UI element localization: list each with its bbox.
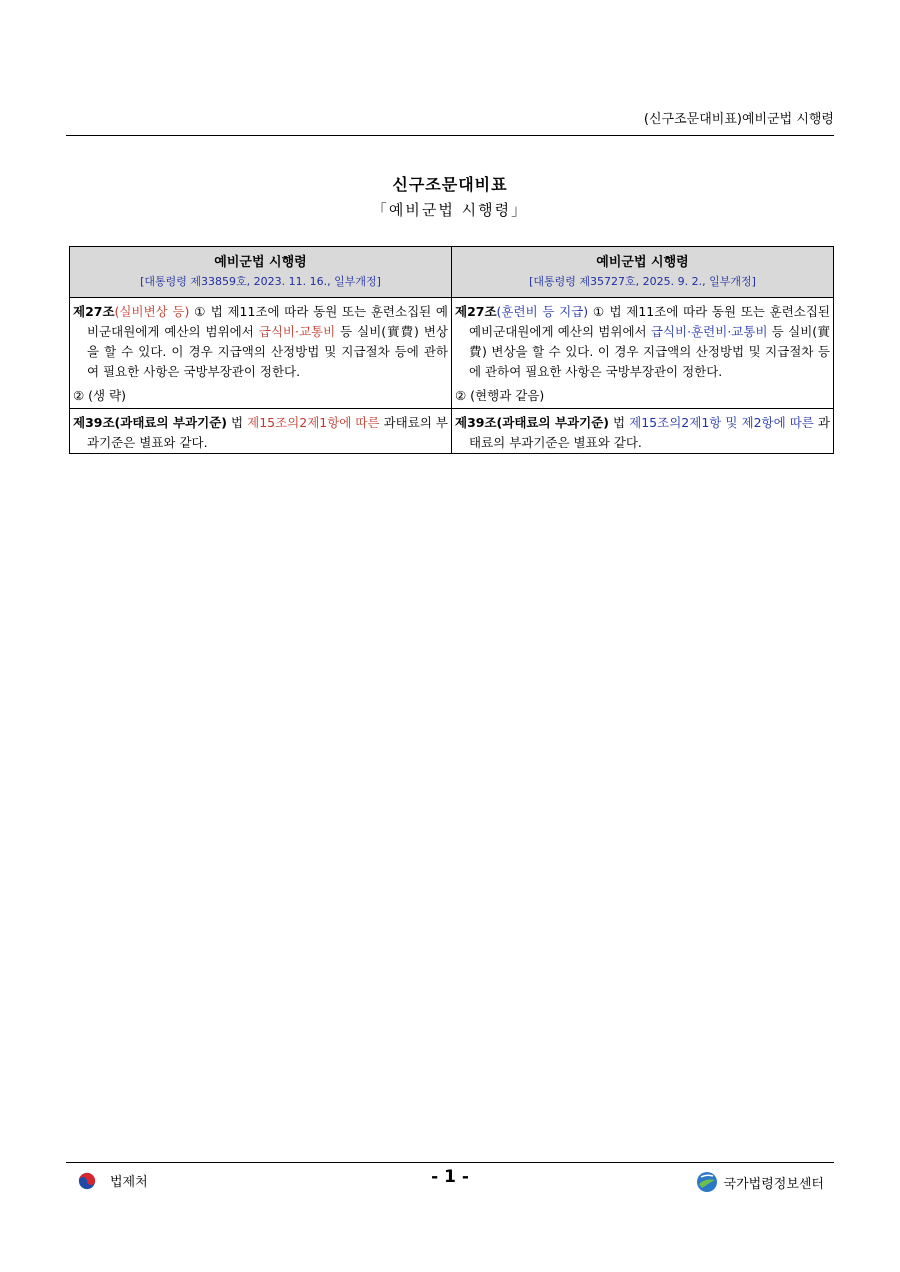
new-art39-cell — [452, 409, 834, 454]
page-number: - 1 - — [431, 1167, 469, 1187]
table-header-row — [70, 247, 834, 298]
new-art39-heading: (과태료의 부과기준) — [496, 415, 609, 430]
footer-left-label: 법제처 — [110, 1175, 148, 1190]
new-art27-cell — [452, 298, 834, 409]
footer-right-label: 국가법령정보센터 — [723, 1176, 824, 1192]
old-art39-heading: (과태료의 부과기준) — [114, 415, 227, 430]
doc-title: 신구조문대비표 — [392, 175, 508, 194]
new-art27-number: 제27조 — [455, 304, 497, 319]
old-art27-changed: 급식비·교통비 — [258, 324, 336, 339]
old-column-name: 예비군법 시행령 — [214, 255, 307, 270]
running-header: (신구조문대비표)예비군법 시행령 — [66, 108, 834, 136]
old-art39-number: 제39조 — [73, 415, 115, 430]
new-art39-text1: 법 — [609, 415, 630, 430]
new-art39-para — [455, 413, 830, 453]
old-column-header — [70, 247, 452, 298]
title-block — [0, 172, 900, 220]
old-art27-item2: ② (생 략) — [73, 388, 127, 403]
old-column-meta: [대통령령 제33859호, 2023. 11. 16., 일부개정] — [140, 275, 381, 288]
new-art39-number: 제39조 — [455, 415, 497, 430]
old-art27-cell — [70, 298, 452, 409]
new-column-meta: [대통령령 제35727호, 2025. 9. 2., 일부개정] — [529, 275, 756, 288]
table-row-art39 — [70, 409, 834, 454]
new-art39-text2: 과태료의 부과기준은 별표와 같다. — [469, 415, 830, 450]
table-row-art27 — [70, 298, 834, 409]
old-art27-number: 제27조 — [73, 304, 115, 319]
old-art39-changed: 제15조의2제1항에 따른 — [247, 415, 380, 430]
new-art27-text2: 등 실비(實費) 변상을 할 수 있다. 이 경우 지급액의 산정방법 및 지급절차 등에 관하여 필요한 사항은 국방부장관이 정한다. — [469, 324, 830, 379]
old-art27-para1 — [73, 302, 448, 382]
new-art27-item2: ② (현행과 같음) — [455, 388, 545, 403]
old-art39-para — [73, 413, 448, 453]
comparison-table — [69, 246, 834, 454]
footer-right — [696, 1171, 824, 1193]
globe-logo-icon — [696, 1171, 718, 1193]
old-art39-text1: 법 — [226, 415, 248, 430]
new-column-name: 예비군법 시행령 — [596, 255, 689, 270]
new-column-header — [452, 247, 834, 298]
old-art27-text2: 등 실비(實費) 변상을 할 수 있다. 이 경우 지급액의 산정방법 및 지급절차 등에 관하여 필요한 사항은 국방부장관이 정한다. — [87, 324, 448, 379]
new-art39-changed: 제15조의2제1항 및 제2항에 따른 — [629, 415, 814, 430]
new-art27-changed: 급식비·훈련비·교통비 — [650, 324, 768, 339]
doc-subtitle: 「예비군법 시행령」 — [371, 201, 529, 219]
old-art27-heading: (실비변상 등) — [114, 304, 190, 319]
old-art39-text2: 과태료의 부과기준은 별표와 같다. — [87, 415, 448, 450]
page-footer — [66, 1162, 834, 1199]
new-art27-text1: ① 법 제11조에 따라 동원 또는 훈련소집된 예비군대원에게 예산의 범위에서 — [469, 304, 830, 339]
new-art27-para1 — [455, 302, 830, 382]
old-art39-cell — [70, 409, 452, 454]
new-art27-heading: (훈련비 등 지급) — [496, 304, 589, 319]
old-art27-text1: ① 법 제11조에 따라 동원 또는 훈련소집된 예비군대원에게 예산의 범위에서 — [87, 304, 448, 339]
